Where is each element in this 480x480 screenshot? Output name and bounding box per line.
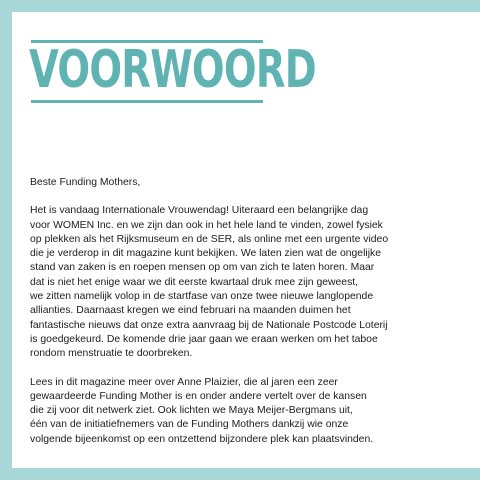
text-line: is goedgekeurd. De komende drie jaar gaan we eraan werken om het taboe bbox=[30, 333, 378, 345]
text-line: op plekken als het Rijksmuseum en de SER, als online met een urgente video bbox=[30, 233, 389, 245]
text-line: rondom menstruatie te doorbreken. bbox=[30, 348, 193, 360]
text-line: voor WOMEN Inc. en we zijn dan ook in het hele land te vinden, zowel fysiek bbox=[30, 219, 383, 231]
paragraph-1 bbox=[30, 204, 470, 361]
title-rule-bottom bbox=[31, 100, 263, 103]
text-line: we zitten namelijk volop in de startfase van onze twee nieuwe langlopende bbox=[30, 291, 374, 303]
salutation: Beste Funding Mothers, bbox=[30, 177, 141, 188]
text-line: allianties. Daarnaast kregen we eind februari na maanden duimen het bbox=[30, 305, 351, 317]
text-line: fantastische nieuws dat onze extra aanvraag bij de Nationale Postcode Loterij bbox=[30, 319, 388, 331]
text-line: stand van zaken is en roepen mensen op om van zich te laten horen. Maar bbox=[30, 262, 375, 274]
text-line: die je verderop in dit magazine kunt bekijken. We laten zien wat de ongelijke bbox=[30, 248, 381, 260]
text-line: dat is niet het enige waar we dit eerste kwartaal druk mee zijn geweest, bbox=[30, 276, 359, 288]
text-line: Het is vandaag Internationale Vrouwendag! Uiteraard een belangrijke dag bbox=[30, 205, 369, 217]
page bbox=[12, 12, 480, 468]
text-line: die zij voor dit netwerk ziet. Ook lichten we Maya Meijer-Bergmans uit, bbox=[30, 405, 353, 417]
page-title: VOORWOORD bbox=[29, 40, 316, 100]
text-line: Lees in dit magazine meer over Anne Plaizier, die al jaren een zeer bbox=[30, 376, 338, 388]
text-line: één van de initiatiefnemers van de Funding Mothers dankzij wie onze bbox=[30, 419, 349, 431]
paragraph-2 bbox=[30, 376, 470, 447]
text-line: gewaardeerde Funding Mother is en onder andere vertelt over de kansen bbox=[30, 390, 367, 402]
text-line: volgende bijeenkomst op een ontzettend bijzondere plek kan plaatsvinden. bbox=[30, 433, 374, 445]
letter-body bbox=[30, 176, 470, 461]
